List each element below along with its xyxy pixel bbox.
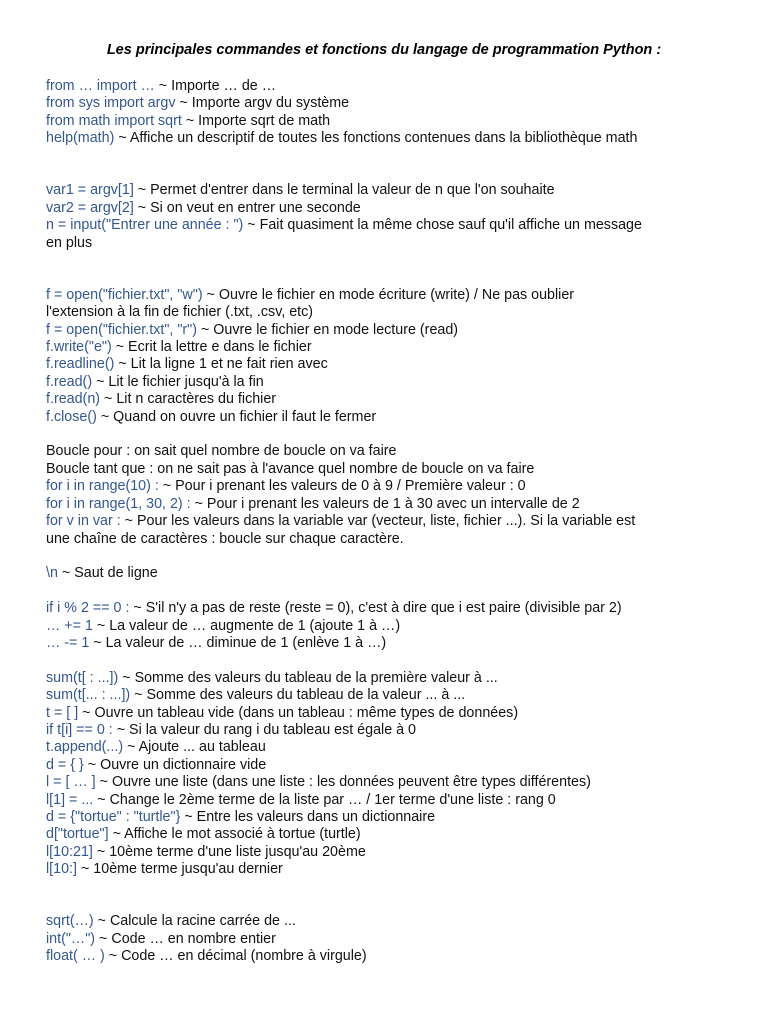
text-line: [46, 861, 726, 878]
code-snippet: sqrt(…): [46, 913, 94, 930]
text-line: [46, 287, 726, 304]
code-snippet: f.readline(): [46, 356, 115, 373]
code-snippet: l[10:21]: [46, 843, 93, 860]
text-line: [46, 809, 726, 826]
code-snippet: d = { }: [46, 756, 84, 773]
description-text: ~ Lit la ligne 1 et ne fait rien avec: [114, 356, 328, 373]
text-line: [46, 182, 726, 199]
code-snippet: f = open("fichier.txt", "w"): [46, 286, 203, 303]
text-line: [46, 565, 726, 582]
section-spacer: [46, 252, 726, 287]
description-text: ~ Ouvre une liste (dans une liste : les données peuvent être types différentes): [95, 774, 591, 791]
description-text: ~ Code … en décimal (nombre à virgule): [104, 948, 367, 965]
text-line: [46, 478, 726, 495]
code-snippet: l[1] = ...: [46, 791, 94, 808]
text-line: [46, 391, 726, 408]
description-text: ~ 10ème terme d'une liste jusqu'au 20ème: [92, 843, 366, 860]
description-text: ~ Ouvre le fichier en mode lecture (read): [197, 321, 459, 338]
description-text: l'extension à la fin de fichier (.txt, .csv, etc): [46, 304, 314, 321]
description-text: ~ Somme des valeurs du tableau de la valeur ... à ...: [130, 687, 466, 704]
text-line: [46, 948, 726, 965]
section-spacer: [46, 583, 726, 600]
code-snippet: d["tortue"]: [46, 826, 109, 843]
description-text: ~ Importe … de …: [154, 78, 277, 94]
code-snippet: for i in range(10) :: [46, 478, 159, 495]
text-line: [46, 461, 726, 478]
text-line: [46, 304, 726, 321]
code-snippet: … -= 1: [46, 634, 90, 651]
description-text: ~ Ouvre un tableau vide (dans un tableau : même types de données): [78, 704, 519, 721]
code-snippet: … += 1: [46, 617, 93, 634]
code-snippet: f.close(): [46, 408, 97, 425]
code-snippet: from sys import argv: [46, 95, 176, 112]
code-snippet: f.write("e"): [46, 339, 112, 356]
description-text: ~ Calcule la racine carrée de ...: [93, 913, 296, 930]
code-snippet: f.read(n): [46, 391, 101, 408]
description-text: ~ Affiche le mot associé à tortue (turtle): [108, 826, 361, 843]
description-text: ~ Pour les valeurs dans la variable var (vecteur, liste, fichier ...). Si la variable est: [120, 513, 636, 530]
text-line: [46, 235, 726, 252]
section-spacer: [46, 426, 726, 443]
text-line: [46, 687, 726, 704]
code-snippet: from … import …: [46, 78, 155, 94]
description-text: ~ Change le 2ème terme de la liste par … / 1er terme d'une liste : rang 0: [93, 791, 556, 808]
code-snippet: int("…"): [46, 930, 96, 947]
description-text: ~ 10ème terme jusqu'au dernier: [77, 861, 283, 878]
code-snippet: var1 = argv[1]: [46, 182, 134, 199]
description-text: ~ Importe argv du système: [175, 95, 350, 112]
description-text: ~ La valeur de … diminue de 1 (enlève 1 à …): [89, 634, 387, 651]
text-line: [46, 844, 726, 861]
code-snippet: \n: [46, 565, 58, 582]
text-line: [46, 443, 726, 460]
code-snippet: help(math): [46, 130, 115, 147]
description-text: ~ Saut de ligne: [57, 565, 158, 582]
code-snippet: from math import sqrt: [46, 112, 182, 129]
description-text: ~ La valeur de … augmente de 1 (ajoute 1 à …): [92, 617, 401, 634]
text-line: [46, 217, 726, 234]
text-line: [46, 374, 726, 391]
description-text: en plus: [46, 234, 93, 251]
code-snippet: sum(t[... : ...]): [46, 687, 131, 704]
text-line: [46, 792, 726, 809]
code-snippet: for v in var :: [46, 513, 121, 530]
text-line: [46, 600, 726, 617]
description-text: ~ Importe sqrt de math: [181, 112, 331, 129]
description-text: ~ Ajoute ... au tableau: [123, 739, 266, 756]
description-text: ~ Ouvre le fichier en mode écriture (write) / Ne pas oublier: [202, 286, 575, 303]
code-snippet: d = {"tortue" : "turtle"}: [46, 808, 181, 825]
description-text: ~ Quand on ouvre un fichier il faut le fermer: [96, 408, 377, 425]
text-line: [46, 513, 726, 530]
section-spacer: [46, 652, 726, 669]
text-line: [46, 113, 726, 130]
description-text: ~ Fait quasiment la même chose sauf qu'il affiche un message: [243, 217, 642, 234]
code-snippet: l[10:]: [46, 861, 77, 878]
text-line: [46, 670, 726, 687]
section-spacer: [46, 148, 726, 183]
text-line: [46, 705, 726, 722]
text-line: [46, 826, 726, 843]
description-text: une chaîne de caractères : boucle sur chaque caractère.: [46, 530, 404, 547]
text-line: [46, 931, 726, 948]
description-text: ~ Lit le fichier jusqu'à la fin: [92, 373, 264, 390]
text-line: [46, 739, 726, 756]
code-snippet: n = input("Entrer une année : "): [46, 217, 244, 234]
text-line: [46, 409, 726, 426]
code-snippet: if t[i] == 0 :: [46, 721, 113, 738]
description-text: ~ Pour i prenant les valeurs de 0 à 9 / Première valeur : 0: [158, 478, 526, 495]
text-line: [46, 635, 726, 652]
description-text: ~ Pour i prenant les valeurs de 1 à 30 avec un intervalle de 2: [190, 495, 580, 512]
description-text: ~ Permet d'entrer dans le terminal la valeur de n que l'on souhaite: [133, 182, 555, 199]
code-snippet: f.read(): [46, 373, 93, 390]
code-snippet: for i in range(1, 30, 2) :: [46, 495, 191, 512]
code-snippet: if i % 2 == 0 :: [46, 600, 130, 617]
description-text: ~ Entre les valeurs dans un dictionnaire: [180, 808, 436, 825]
text-line: [46, 774, 726, 791]
section-spacer: [46, 879, 726, 914]
text-line: [46, 496, 726, 513]
text-line: [46, 757, 726, 774]
description-text: ~ Code … en nombre entier: [95, 930, 276, 947]
code-snippet: t.append(...): [46, 739, 124, 756]
description-text: Boucle tant que : on ne sait pas à l'avance quel nombre de boucle on va faire: [46, 460, 535, 477]
description-text: ~ Ouvre un dictionnaire vide: [83, 756, 267, 773]
description-text: ~ Si on veut en entrer une seconde: [133, 199, 361, 216]
section-spacer: [46, 548, 726, 565]
description-text: ~ Lit n caractères du fichier: [100, 391, 277, 408]
code-snippet: float( … ): [46, 948, 105, 965]
description-text: ~ S'il n'y a pas de reste (reste = 0), c'est à dire que i est paire (divisible par 2): [129, 600, 622, 617]
code-snippet: sum(t[ : ...]): [46, 669, 119, 686]
text-line: [46, 339, 726, 356]
text-line: [46, 130, 726, 147]
description-text: ~ Affiche un descriptif de toutes les fonctions contenues dans la bibliothèque math: [114, 130, 638, 147]
text-line: [46, 200, 726, 217]
text-line: [46, 618, 726, 635]
description-text: ~ Somme des valeurs du tableau de la première valeur à ...: [118, 669, 498, 686]
code-snippet: f = open("fichier.txt", "r"): [46, 321, 198, 338]
description-text: ~ Ecrit la lettre e dans le fichier: [111, 339, 312, 356]
description-text: ~ Si la valeur du rang i du tableau est égale à 0: [112, 721, 416, 738]
text-line: [46, 356, 726, 373]
text-line: [46, 78, 726, 95]
text-line: [46, 531, 726, 548]
code-snippet: t = [ ]: [46, 704, 79, 721]
description-text: Boucle pour : on sait quel nombre de boucle on va faire: [46, 443, 397, 460]
code-snippet: var2 = argv[2]: [46, 199, 134, 216]
text-line: [46, 722, 726, 739]
text-line: [46, 95, 726, 112]
text-line: [46, 322, 726, 339]
text-line: [46, 913, 726, 930]
document-body: [46, 78, 726, 966]
code-snippet: l = [ … ]: [46, 774, 96, 791]
page-title: Les principales commandes et fonctions du langage de programmation Python :: [106, 42, 662, 58]
